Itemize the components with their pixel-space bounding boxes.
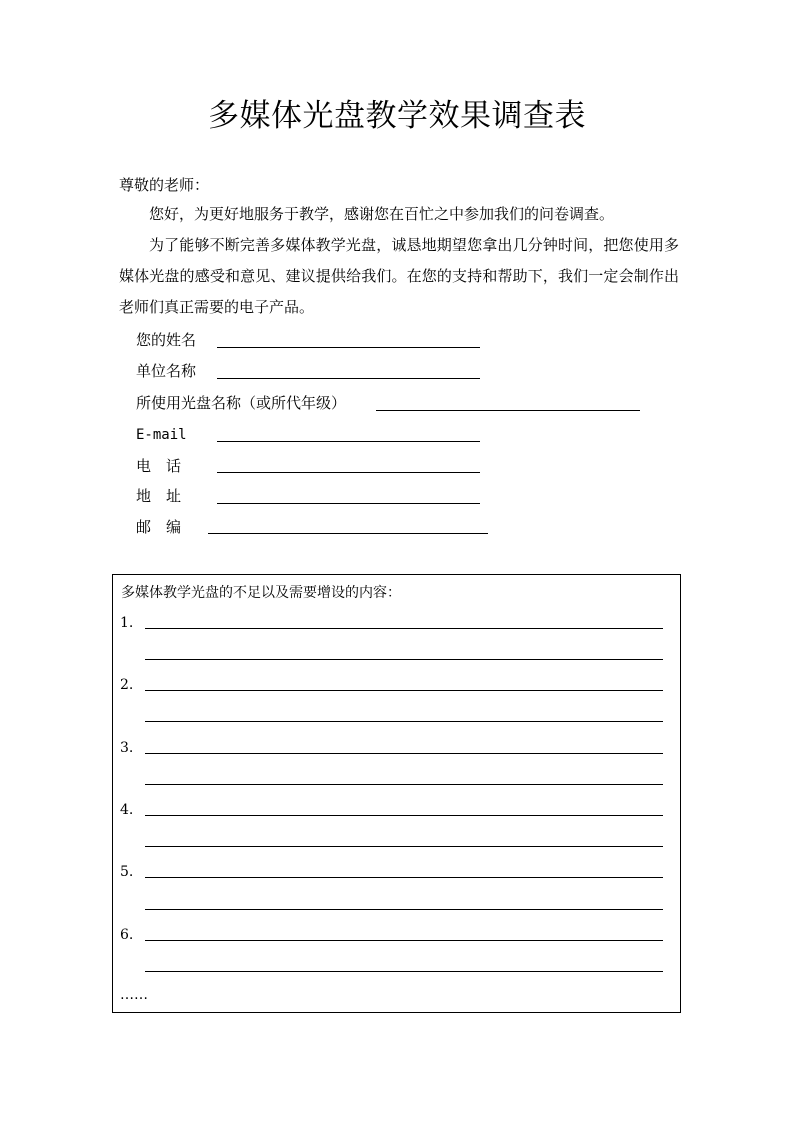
field-label-name: 您的姓名 (136, 331, 197, 349)
intro-paragraph-2: 为了能够不断完善多媒体教学光盘，诚恳地期望您拿出几分钟时间，把您使用多媒体光盘的感受和意见、建议提供给我们。在您的支持和帮助下，我们一定会制作出老师们真正需要的电子产品。 (119, 236, 679, 316)
feedback-line-6b[interactable] (145, 971, 663, 972)
feedback-item-number: 5. (120, 864, 134, 880)
field-label-organization: 单位名称 (136, 362, 197, 380)
feedback-line-4a[interactable] (145, 815, 663, 816)
feedback-item-number: 6. (120, 927, 134, 943)
field-label-postcode: 邮 编 (136, 518, 182, 536)
feedback-line-6a[interactable] (145, 940, 663, 941)
feedback-line-5b[interactable] (145, 909, 663, 910)
feedback-line-2b[interactable] (145, 721, 663, 722)
name-input-line[interactable] (217, 347, 480, 348)
page-title: 多媒体光盘教学效果调查表 (208, 98, 586, 134)
phone-input-line[interactable] (217, 472, 480, 473)
feedback-heading: 多媒体教学光盘的不足以及需要增设的内容： (121, 585, 401, 601)
feedback-item-number: 1. (120, 615, 134, 631)
feedback-item-number: 2. (120, 677, 134, 693)
address-input-line[interactable] (217, 503, 480, 504)
feedback-box (112, 574, 681, 1013)
feedback-line-3a[interactable] (145, 753, 663, 754)
feedback-line-1b[interactable] (145, 659, 663, 660)
feedback-item-number: 4. (120, 802, 134, 818)
intro-paragraph-1: 您好，为更好地服务于教学，感谢您在百忙之中参加我们的问卷调查。 (149, 205, 615, 223)
feedback-line-4b[interactable] (145, 846, 663, 847)
feedback-line-3b[interactable] (145, 784, 663, 785)
greeting: 尊敬的老师： (119, 176, 210, 194)
organization-input-line[interactable] (217, 378, 480, 379)
field-label-phone: 电 话 (136, 457, 182, 475)
postcode-input-line[interactable] (208, 533, 488, 534)
email-input-line[interactable] (217, 441, 480, 442)
field-label-address: 地 址 (136, 487, 182, 505)
feedback-line-5a[interactable] (145, 877, 663, 878)
disc-name-input-line[interactable] (376, 410, 640, 411)
feedback-item-number: 3. (120, 740, 134, 756)
field-label-disc-name: 所使用光盘名称（或所代年级） (136, 394, 347, 412)
feedback-line-1a[interactable] (145, 628, 663, 629)
feedback-line-2a[interactable] (145, 690, 663, 691)
feedback-ellipsis: …… (120, 987, 148, 1003)
field-label-email: E-mail (136, 427, 187, 443)
